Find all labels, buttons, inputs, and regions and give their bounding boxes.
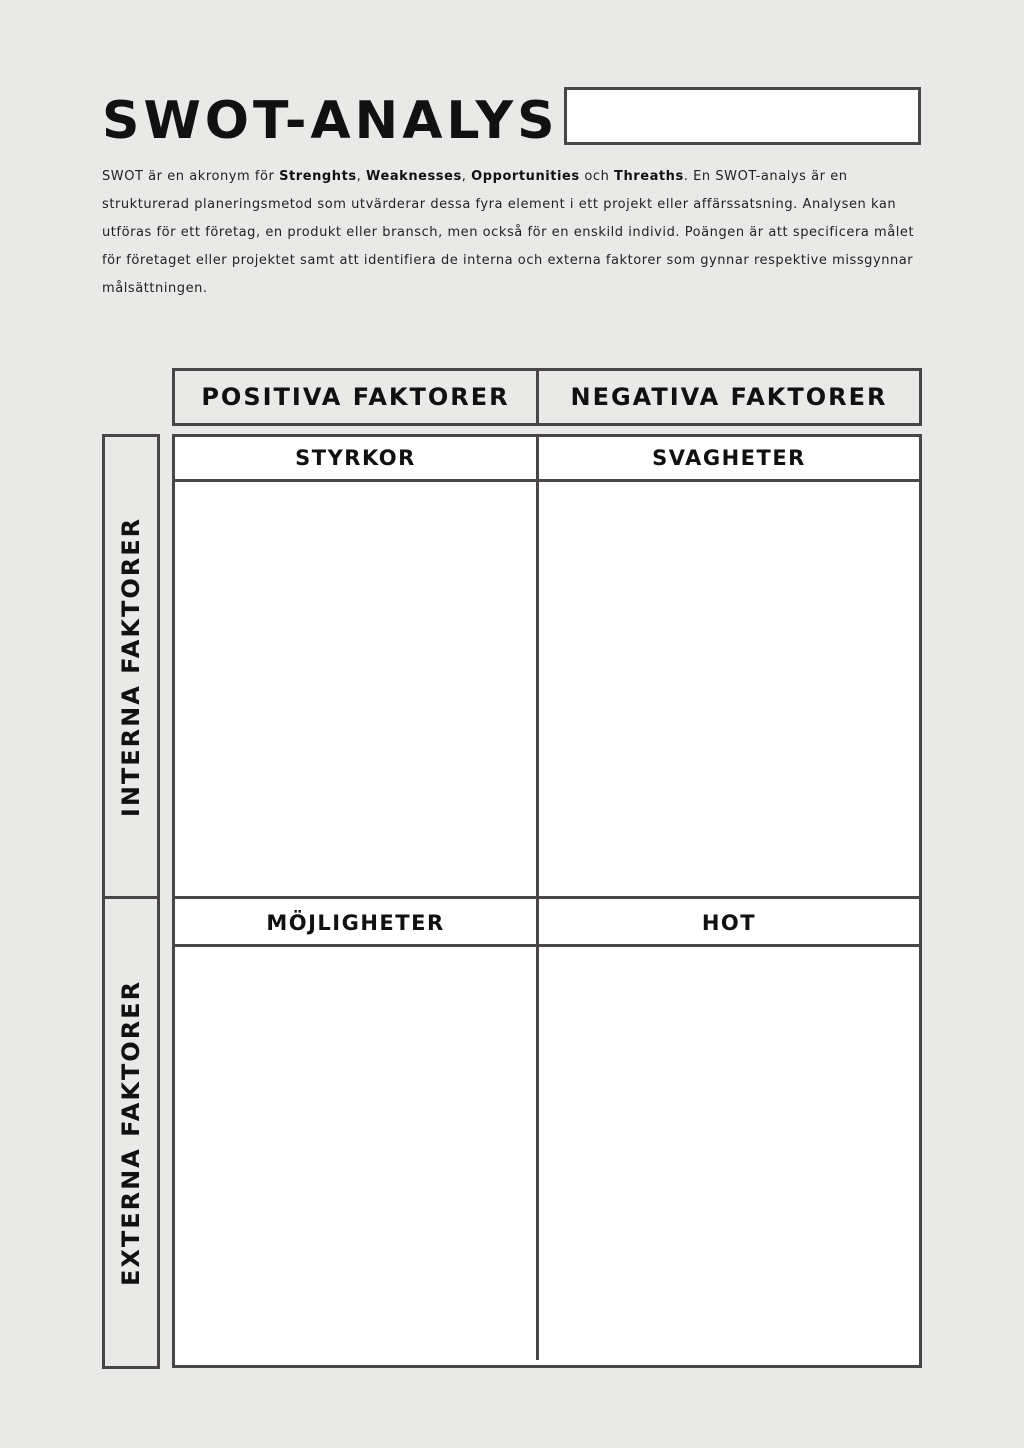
negative-factors-header: NEGATIVA FAKTORER xyxy=(570,383,888,411)
strengths-title: STYRKOR xyxy=(295,446,416,470)
opportunities-writing-area[interactable] xyxy=(175,947,536,1360)
internal-factors-label: INTERNA FAKTORER xyxy=(117,516,145,818)
intro-weaknesses: Weaknesses xyxy=(366,169,462,184)
weaknesses-title: SVAGHETER xyxy=(652,446,806,470)
intro-opportunities: Opportunities xyxy=(471,169,580,184)
threats-title: HOT xyxy=(701,911,757,935)
weaknesses-writing-area[interactable] xyxy=(539,482,919,896)
intro-text-rest: . En SWOT-analys är en strukturerad planeringsmetod som utvärderar dessa fyra element i ett projekt eller affärssatsning. Analysen kan utföras för ett företag, en produkt eller bransch, men också för en enskild individ. Poängen är att specificera målet för företaget eller projektet samt att identifiera de interna och externa faktorer som gynnar respektive missgynnar målsättningen. xyxy=(102,169,915,296)
intro-paragraph xyxy=(102,163,920,303)
page-title: SWOT-ANALYS xyxy=(102,91,559,151)
grid-divider-middle xyxy=(175,896,919,899)
intro-strengths: Strenghts xyxy=(279,169,357,184)
intro-text-start: SWOT är en akronym för xyxy=(102,169,280,184)
external-factors-label: EXTERNA FAKTORER xyxy=(117,979,145,1286)
strengths-writing-area[interactable] xyxy=(175,482,536,896)
internal-factors-label-box xyxy=(102,434,160,900)
intro-threats: Threaths xyxy=(614,169,684,184)
opportunities-title: MÖJLIGHETER xyxy=(266,911,445,935)
intro-separator-1: , xyxy=(356,169,367,184)
positive-factors-header: POSITIVA FAKTORER xyxy=(175,371,539,423)
swot-grid xyxy=(172,434,922,1368)
intro-separator-2: , xyxy=(461,169,472,184)
factor-header-row xyxy=(172,368,922,426)
title-input-box[interactable] xyxy=(564,87,921,145)
external-factors-label-box xyxy=(102,896,160,1369)
threats-writing-area[interactable] xyxy=(539,947,919,1360)
intro-separator-3: och xyxy=(579,169,615,184)
